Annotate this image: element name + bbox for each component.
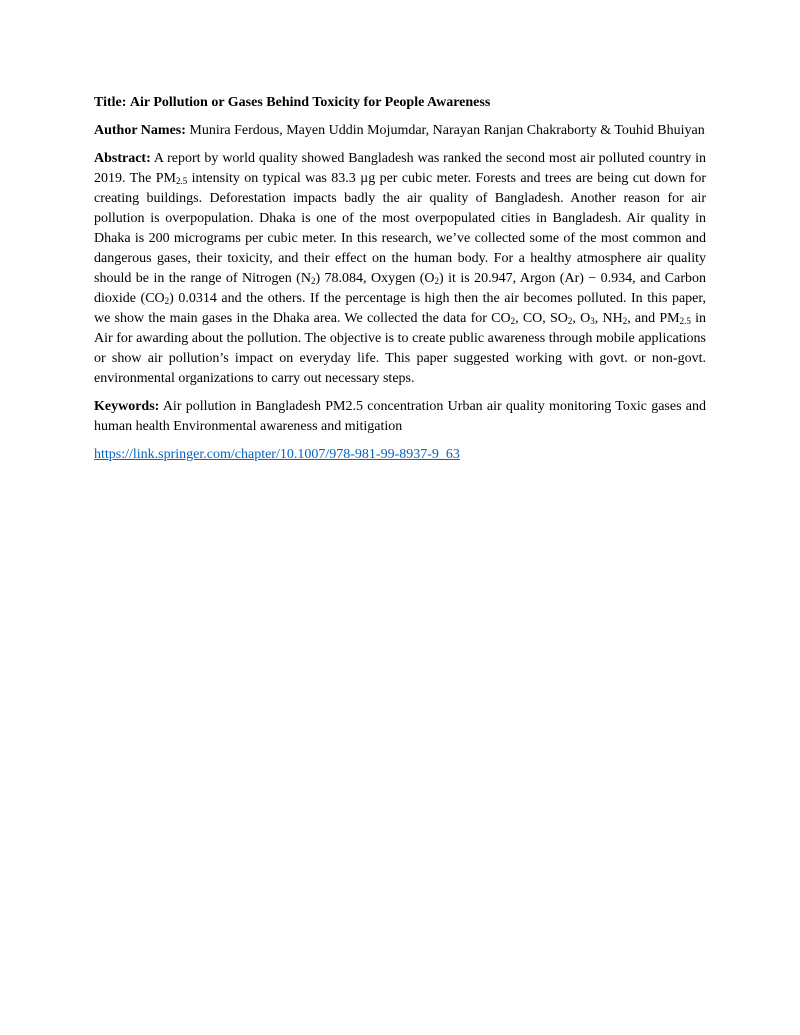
subscript-nh2: 2 bbox=[622, 316, 628, 326]
abstract-text-7: , O bbox=[572, 311, 591, 326]
title-label: Title: bbox=[94, 95, 127, 110]
subscript-n2: 2 bbox=[310, 276, 316, 286]
paper-title: Air Pollution or Gases Behind Toxicity for People Awareness bbox=[129, 95, 491, 110]
keywords-line bbox=[94, 397, 706, 437]
subscript-co2-1: 2 bbox=[164, 296, 170, 306]
abstract-paragraph bbox=[94, 149, 706, 389]
subscript-pm25-2: 2.5 bbox=[679, 316, 691, 326]
link-line bbox=[94, 445, 706, 465]
title-line bbox=[94, 93, 706, 113]
subscript-o2: 2 bbox=[434, 276, 440, 286]
authors-line bbox=[94, 121, 706, 141]
chapter-link[interactable]: https://link.springer.com/chapter/10.1007/978-981-99-8937-9_63 bbox=[94, 447, 460, 462]
abstract-text-6: , CO, SO bbox=[515, 311, 568, 326]
abstract-text-5: ) 0.0314 and the others. If the percentage is high then the air becomes polluted. In this paper, we show the main gases in the Dhaka area. We collected the data for CO bbox=[94, 291, 706, 326]
abstract-text-4: ) it is 20.947, Argon (Ar) − 0.934, and Carbon dioxide (CO bbox=[94, 271, 706, 306]
authors-label: Author Names: bbox=[94, 123, 186, 138]
document-page bbox=[94, 93, 706, 473]
abstract-text-9: , and PM bbox=[627, 311, 680, 326]
abstract-text-8: , NH bbox=[594, 311, 623, 326]
abstract-text-3: ) 78.084, Oxygen (O bbox=[315, 271, 435, 286]
subscript-pm25-1: 2.5 bbox=[176, 176, 188, 186]
keywords-label: Keywords: bbox=[94, 399, 160, 414]
author-names: Munira Ferdous, Mayen Uddin Mojumdar, Narayan Ranjan Chakraborty & Touhid Bhuiyan bbox=[189, 123, 705, 138]
abstract-text-2: intensity on typical was 83.3 µg per cubic meter. Forests and trees are being cut down for creating buildings. Deforestation impacts badly the air quality of Bangladesh. Another reason for air pollution is overpopulation. Dhaka is one of the most overpopulated cities in Bangladesh. Air quality in Dhaka is 200 micrograms per cubic meter. In this research, we’ve collected some of the most common and dangerous gases, their toxicity, and their effect on the human body. For a healthy atmosphere air quality should be in the range of Nitrogen (N bbox=[94, 171, 706, 286]
subscript-co2-2: 2 bbox=[510, 316, 516, 326]
abstract-text-10: in Air for awarding about the pollution. The objective is to create public awareness through mobile applications or show air pollution’s impact on everyday life. This paper suggested working with govt. or non-govt. environmental organizations to carry out necessary steps. bbox=[94, 311, 706, 386]
abstract-label: Abstract: bbox=[94, 151, 151, 166]
subscript-so2: 2 bbox=[567, 316, 573, 326]
subscript-o3: 3 bbox=[590, 316, 595, 326]
abstract-text-1: A report by world quality showed Bangladesh was ranked the second most air polluted country in 2019. The PM bbox=[94, 151, 706, 186]
keywords-text: Air pollution in Bangladesh PM2.5 concentration Urban air quality monitoring Toxic gases and human health Environmental awareness and mitigation bbox=[94, 399, 706, 434]
